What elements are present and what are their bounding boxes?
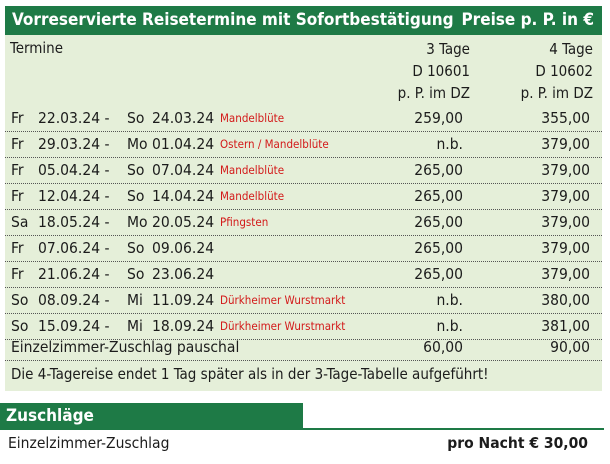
price-4-days: 355,00 bbox=[541, 109, 590, 127]
event-note: Pfingsten bbox=[220, 215, 269, 229]
surcharges-header bbox=[0, 403, 303, 430]
weekday-start: Fr bbox=[11, 135, 24, 153]
date-start: 12.04.24 - bbox=[38, 187, 110, 205]
col3-basis: p. P. im DZ bbox=[397, 84, 470, 102]
price-3-days: n.b. bbox=[436, 291, 463, 309]
price-3-days: n.b. bbox=[436, 135, 463, 153]
col4-code: D 10602 bbox=[535, 62, 593, 80]
table-row bbox=[5, 262, 602, 288]
weekday-end: Mo bbox=[127, 135, 148, 153]
footnote-text: Die 4-Tagereise endet 1 Tag später als in der 3-Tage-Tabelle aufgeführt! bbox=[11, 365, 489, 383]
date-end: 23.06.24 bbox=[152, 265, 215, 283]
date-start: 18.05.24 - bbox=[38, 213, 110, 231]
date-start: 22.03.24 - bbox=[38, 109, 110, 127]
prices-label: Preise p. P. in € bbox=[461, 10, 594, 30]
event-note: Ostern / Mandelblüte bbox=[220, 137, 329, 151]
date-end: 01.04.24 bbox=[152, 135, 215, 153]
price-4-days: 379,00 bbox=[541, 265, 590, 283]
table-row bbox=[5, 184, 602, 210]
table-row bbox=[5, 210, 602, 236]
weekday-end: Mo bbox=[127, 213, 148, 231]
surcharge-value: pro Nacht € 30,00 bbox=[447, 434, 588, 452]
table-row bbox=[5, 132, 602, 158]
price-4-days: 381,00 bbox=[541, 317, 590, 335]
single-room-price-4: 90,00 bbox=[550, 338, 590, 356]
weekday-end: So bbox=[127, 265, 145, 283]
weekday-end: Mi bbox=[127, 291, 143, 309]
price-4-days: 379,00 bbox=[541, 135, 590, 153]
weekday-end: So bbox=[127, 161, 145, 179]
price-4-days: 380,00 bbox=[541, 291, 590, 309]
weekday-start: Sa bbox=[11, 213, 29, 231]
price-4-days: 379,00 bbox=[541, 213, 590, 231]
event-note: Mandelblüte bbox=[220, 111, 285, 125]
schedule-title: Vorreservierte Reisetermine mit Sofortbestätigung bbox=[12, 10, 454, 30]
surcharge-row bbox=[0, 430, 604, 457]
surcharges-title: Zuschläge bbox=[6, 406, 94, 426]
date-start: 07.06.24 - bbox=[38, 239, 110, 257]
weekday-start: So bbox=[11, 317, 29, 335]
date-end: 14.04.24 bbox=[152, 187, 215, 205]
col4-header bbox=[521, 38, 593, 104]
date-start: 29.03.24 - bbox=[38, 135, 110, 153]
price-4-days: 379,00 bbox=[541, 161, 590, 179]
weekday-start: Fr bbox=[11, 239, 24, 257]
surcharge-label: Einzelzimmer-Zuschlag bbox=[8, 434, 170, 452]
table-row bbox=[5, 236, 602, 262]
table-row bbox=[5, 288, 602, 314]
price-3-days: n.b. bbox=[436, 317, 463, 335]
price-3-days: 259,00 bbox=[414, 109, 463, 127]
date-start: 21.06.24 - bbox=[38, 265, 110, 283]
col4-basis: p. P. im DZ bbox=[520, 84, 593, 102]
weekday-start: Fr bbox=[11, 187, 24, 205]
col3-code: D 10601 bbox=[412, 62, 470, 80]
date-start: 05.04.24 - bbox=[38, 161, 110, 179]
date-start: 15.09.24 - bbox=[38, 317, 110, 335]
date-start: 08.09.24 - bbox=[38, 291, 110, 309]
date-end: 24.03.24 bbox=[152, 109, 215, 127]
col3-duration: 3 Tage bbox=[426, 40, 470, 58]
weekday-end: Mi bbox=[127, 317, 143, 335]
single-room-label: Einzelzimmer-Zuschlag pauschal bbox=[11, 338, 240, 356]
termine-header: Termine bbox=[10, 39, 64, 57]
weekday-end: So bbox=[127, 109, 145, 127]
price-4-days: 379,00 bbox=[541, 239, 590, 257]
single-room-row bbox=[5, 335, 602, 361]
event-note: Dürkheimer Wurstmarkt bbox=[220, 293, 346, 307]
col4-duration: 4 Tage bbox=[549, 40, 593, 58]
price-3-days: 265,00 bbox=[414, 265, 463, 283]
weekday-end: So bbox=[127, 187, 145, 205]
price-3-days: 265,00 bbox=[414, 161, 463, 179]
price-3-days: 265,00 bbox=[414, 213, 463, 231]
date-end: 18.09.24 bbox=[152, 317, 215, 335]
schedule-header bbox=[5, 6, 602, 35]
table-row bbox=[5, 158, 602, 184]
price-3-days: 265,00 bbox=[414, 239, 463, 257]
event-note: Dürkheimer Wurstmarkt bbox=[220, 319, 346, 333]
single-room-price-3: 60,00 bbox=[423, 338, 463, 356]
price-4-days: 379,00 bbox=[541, 187, 590, 205]
weekday-start: So bbox=[11, 291, 29, 309]
price-3-days: 265,00 bbox=[414, 187, 463, 205]
table-row bbox=[5, 106, 602, 132]
event-note: Mandelblüte bbox=[220, 163, 285, 177]
date-end: 09.06.24 bbox=[152, 239, 215, 257]
weekday-start: Fr bbox=[11, 161, 24, 179]
date-end: 20.05.24 bbox=[152, 213, 215, 231]
weekday-end: So bbox=[127, 239, 145, 257]
weekday-start: Fr bbox=[11, 265, 24, 283]
weekday-start: Fr bbox=[11, 109, 24, 127]
date-end: 11.09.24 bbox=[152, 291, 215, 309]
date-end: 07.04.24 bbox=[152, 161, 215, 179]
col3-header bbox=[398, 38, 470, 104]
event-note: Mandelblüte bbox=[220, 189, 285, 203]
